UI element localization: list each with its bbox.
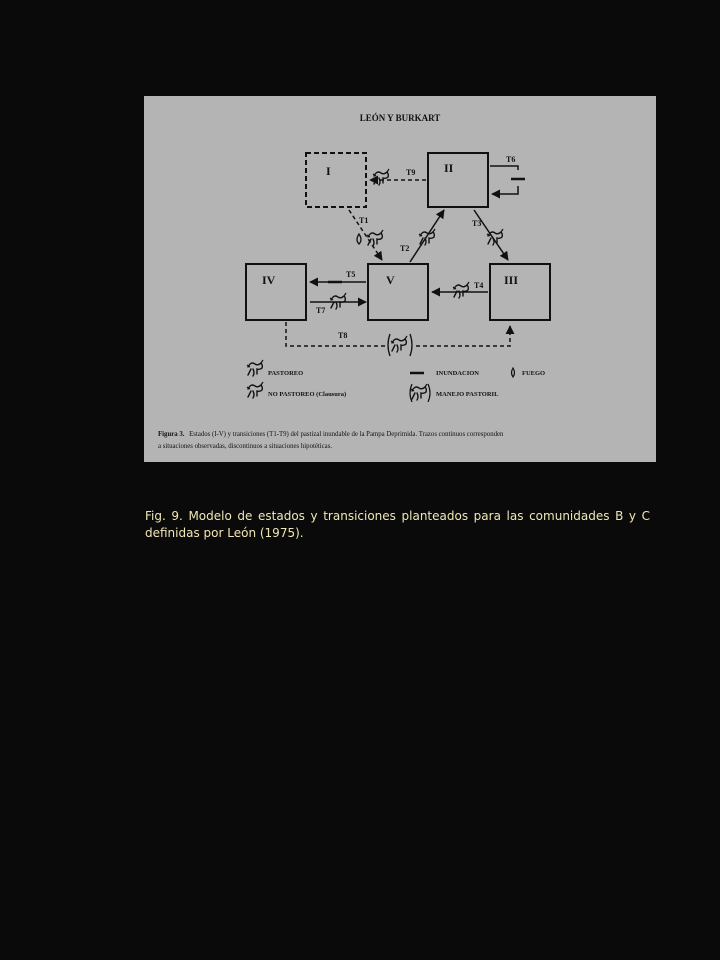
fire-icon (357, 234, 361, 244)
legend-grazing: PASTOREO (268, 370, 304, 377)
figure-header: LEÓN Y BURKART (359, 113, 441, 123)
slide-caption: Fig. 9. Modelo de estados y transiciones planteados para las comunidades B y C definidas por León (1975). (145, 509, 650, 540)
legend-fire: FUEGO (522, 370, 546, 377)
legend-no-grazing-icon (247, 382, 263, 398)
state-box-iii (490, 264, 550, 320)
state-box-ii (428, 153, 488, 207)
t8-icon-bg (387, 333, 413, 355)
figure-caption-line2: a situaciones observadas, discontinuos a situaciones hipotéticas. (158, 443, 333, 450)
transition-t5: T5 (346, 270, 356, 279)
state-box-iv (246, 264, 306, 320)
arrow-t6-in (492, 186, 518, 194)
figure-caption-label: Figura 3. (158, 431, 185, 438)
arrow-t6-out (490, 166, 518, 170)
state-label-i: I (326, 164, 331, 178)
state-box-i (306, 153, 366, 207)
transition-t8: T8 (338, 331, 348, 340)
state-label-iv: IV (262, 273, 276, 287)
transition-t7: T7 (316, 306, 326, 315)
transition-t6: T6 (506, 155, 516, 164)
grazing-icon (453, 282, 469, 298)
transition-t9: T9 (406, 168, 416, 177)
legend-grazing-icon (247, 360, 263, 376)
state-box-v (368, 264, 428, 320)
scanned-figure (144, 96, 656, 462)
arrow-t2 (410, 210, 444, 262)
legend-management-icon (411, 384, 427, 400)
transition-t2: T2 (400, 244, 410, 253)
legend-fire-icon (512, 368, 515, 377)
state-label-v: V (386, 273, 395, 287)
transition-t3: T3 (472, 219, 482, 228)
legend-flood: INUNDACION (436, 370, 479, 377)
figure-caption-line1 (158, 431, 504, 438)
legend-management: MANEJO PASTORIL (436, 391, 499, 398)
state-label-iii: III (504, 273, 519, 287)
figure-caption-text1: Estados (I-V) y transiciones (T1-T9) del pastizal inundable de la Pampa Deprimida. Trazos continuos corresponden (189, 431, 504, 438)
grazing-icon (373, 169, 389, 185)
transition-t4: T4 (474, 281, 484, 290)
legend-management-bracket (410, 384, 430, 402)
transition-t1: T1 (359, 216, 369, 225)
state-label-ii: II (444, 161, 454, 175)
state-transition-diagram (144, 96, 656, 462)
no-grazing-icon (330, 293, 346, 309)
no-grazing-icon (367, 230, 383, 246)
legend-no-grazing: NO PASTOREO (Clausura) (268, 391, 347, 398)
